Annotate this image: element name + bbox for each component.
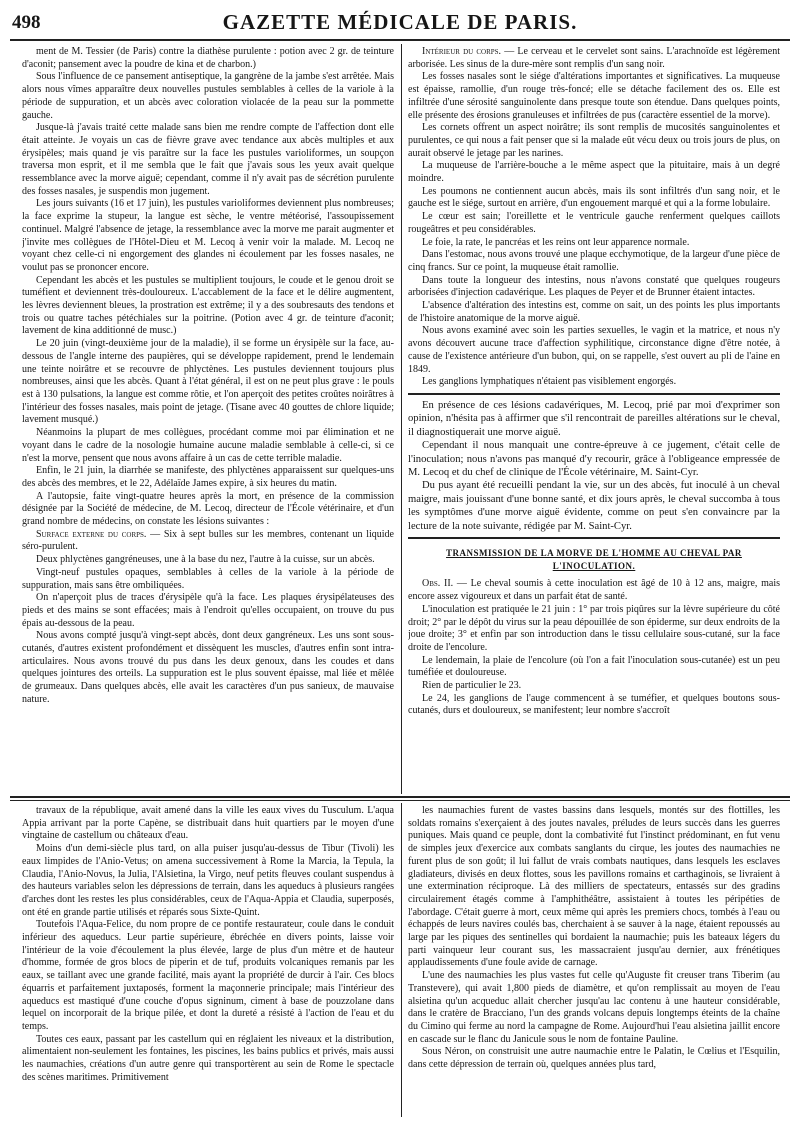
page-header xyxy=(0,0,800,42)
paragraph: Jusque-là j'avais traité cette malade sans bien me rendre compte de l'affection dont elle était atteinte. Je voyais un cas de fièvre grave avec tendance aux abcès multiples et aux érysipèles; mais quand je vis paraître sur la face les pustules varioliformes, un soupçon traversa mon esprit, et il me sembla que le fait que j'avais sous les yeux avait quelque ressemblance avec la morve aiguë; cependant, comme il n'y avait pas de sécrétion purulente des fosses nasales, je suspendis mon jugement. xyxy=(22,122,394,197)
section-heading: TRANSMISSION DE LA MORVE DE L'HOMME AU CHEVAL PAR L'INOCULATION. xyxy=(446,548,742,571)
paragraph: Sous l'influence de ce pansement antiseptique, la gangrène de la jambe s'est arrêtée. Mais alors nous vîmes apparaître deux nouvelles pustules semblables à celles de la variole à la période de suppuration, et un abcès avec coloration violacée de la peau sur la pommette gauche. xyxy=(22,71,394,121)
paragraph: Le lendemain, la plaie de l'encolure (où l'on a fait l'inoculation sous-cutanée) est un peu tuméfiée et douloureuse. xyxy=(408,654,780,679)
paragraph: L'inoculation est pratiquée le 21 juin : 1° par trois piqûres sur la lèvre supérieure du côté droit; 2° par le dépôt du virus sur la peau dépouillée de son épiderme, sur deux endroits de la joue droite; 3° et enfin par son introduction dans le tissu cellulaire sous-cutané, sur la face droite de l'encolure. xyxy=(408,603,780,653)
paragraph: Le 24, les ganglions de l'auge commencent à se tuméfier, et quelques boutons sous-cutanés, durs et douloureux, se manifestent; leur nombre s'accroît xyxy=(408,692,780,717)
paragraph: L'absence d'altération des intestins est, comme on sait, un des points les plus importants de l'histoire anatomique de la morve aiguë. xyxy=(408,300,780,324)
column-divider xyxy=(401,44,402,794)
section-text: — Le cerveau et le cervelet sont sains. L'arachnoïde est légèrement arborisée. Les sinus de la dure-mère sont remplis d'un sang noir. xyxy=(408,46,780,70)
paragraph: Les poumons ne contiennent aucun abcès, mais ils sont infiltrés d'un sang noir, et le gauche est le siége, surtout en arrière, d'un engouement marqué et qui a la forme lobulaire. xyxy=(408,185,780,210)
paragraph: Du pus ayant été recueilli pendant la vie, sur un des abcès, fut inoculé à un cheval maigre, mais jouissant d'une bonne santé, et dix jours après, le cheval succomba à tous les symptômes d'une morve aiguë évidente, comme on peut s'en convaincre par la lecture de la note suivante, rédigée par M. Saint-Cyr. xyxy=(408,480,780,532)
column-divider xyxy=(401,803,402,1117)
paragraph: Toutefois l'Aqua-Felice, du nom propre de ce pontife restaurateur, coule dans le conduit inférieur des aqueducs. Leur partie supérieure, ébréchée en divers points, laisse voir l'intérieur de la voie d'écoulement la plus élevée, large de plus d'un mètre et de hauteur d'homme, formée de gros blocs de piperin et de tuf, produits volcaniques remanis par les eaux, se taillant avec une grande facilité, mais ayant la propriété de durcir à l'air. Ces blocs équarris et parfaitement juxtaposés, forment la maçonnerie principale; mais l'intérieur des aqueducs est mastiqué d'une couche d'opus signinum, ciment à base de pouzzolane dans lequel on incorporait de la brique pilée, et dont la dureté a résisté à l'action de l'eau et du temps. xyxy=(22,919,394,1032)
paragraph: Les ganglions lymphatiques n'étaient pas visiblement engorgés. xyxy=(422,376,677,388)
paragraph: Cependant il nous manquait une contre-épreuve à ce jugement, c'était celle de l'inoculation; nous n'avons pas manqué d'y recourir, grâce à l'obligeance empressée de M. Lecoq et du chef de clinique de l'École vétérinaire, M. Saint-Cyr. xyxy=(408,440,780,479)
paragraph: ment de M. Tessier (de Paris) contre la diathèse purulente : potion avec 2 gr. de teinture d'aconit; pansement avec la poudre de kina et de charbon.) xyxy=(22,46,394,70)
header-rule xyxy=(10,39,790,41)
paragraph: A l'autopsie, faite vingt-quatre heures après la mort, en présence de la commission désignée par la Société de médecine, de M. Lecoq, directeur de l'École vétérinaire, et d'un grand nombre de médecins, on constate les lésions suivantes : xyxy=(22,490,394,528)
paragraph: On n'aperçoit plus de traces d'érysipèle qu'à la face. Les plaques érysipélateuses des pieds et des mains se sont effacées; mais à l'endroit qu'elles occupaient, on trouve du pus épais au-dessous de la peau. xyxy=(22,592,394,629)
paragraph: Enfin, le 21 juin, la diarrhée se manifeste, des phlyctènes apparaissent sur quelques-uns des abcès des membres, et le 22, Adélaïde James expire, à six heures du matin. xyxy=(22,465,394,489)
page-number: 498 xyxy=(12,12,41,33)
paragraph: Vingt-neuf pustules opaques, semblables à celles de la variole à la période de suppuration, mais sans être ombiliquées. xyxy=(22,566,394,591)
boxed-conclusion xyxy=(408,393,780,539)
paragraph: Les fosses nasales sont le siége d'altérations importantes et significatives. La muqueuse est épaisse, ramollie, d'un rouge très-foncé; elle se détache facilement des os. Elle est infiltrée d'une sérosité sanguinolente dans presque toute son étendue. Dans quelques points, elle présente des érosions granuleuses et infiltrées de pus (caractère essentiel de la morve). xyxy=(408,71,780,121)
paragraph: Les cornets offrent un aspect noirâtre; ils sont remplis de mucosités sanguinolentes et purulentes, ce qui nous a fait penser que si la malade eût vécu deux ou trois jours de plus, on aurait observé le jetage par les narines. xyxy=(408,122,780,159)
paragraph: L'une des naumachies les plus vastes fut celle qu'Auguste fit creuser trans Tiberim (au Transtevere), qui avait 1,800 pieds de diamètre, et qu'on remplissait au moyen de l'eau alsietina qu'un acqueduc allait chercher jusqu'au lac contenu à une hauteur considérable, dans le cratère de Bracciano, l'un des grands volcans depuis longtemps éteints de la chaîne du Cimino qui ferme au nord la campagne de Rome. Aujourd'hui l'eau alsietina jaillit encore en cascade sur le flanc du Janicule sous le nom de fontaine Pauline. xyxy=(408,970,780,1045)
observation-label: Obs. II. xyxy=(422,578,454,590)
paragraph: Moins d'un demi-siècle plus tard, on alla puiser jusqu'au-dessus de Tibur (Tivoli) les eaux limpides de l'Anio-Vetus; on amena successivement à Rome la Marcia, la Tepula, la Claudia, l'Anio-Novus, la Julia, l'Alsietina, la Virgo, neuf petits fleuves coulant suspendus à des hauteurs variables selon les dépressions de terrain, dans les aqueducs à plusieurs rangées d'arches dont les restes les plus considérables, ceux de l'Aqua-Appia et Claudia, superposés, ont été en grande partie utilisés et réparés sous Sixte-Quint. xyxy=(22,843,394,918)
feuilleton-rule xyxy=(10,796,790,798)
paragraph: Toutes ces eaux, passant par les castellum qui en réglaient les niveaux et la distribution, alimentaient non-seulement les fontaines, les piscines, les bains publics et privés, mais aussi les naumachies, créations d'un autre genre qui transportèrent au sein de Rome le spectacle des scènes maritimes. Primitivement xyxy=(22,1033,394,1083)
section-text: — Six à sept bulles sur les membres, contenant un liquide séro-purulent. xyxy=(22,528,394,553)
paragraph: Nous avons compté jusqu'à vingt-sept abcès, dont deux gangréneux. Les uns sont sous-cutanés, d'autres existent profondément et dissèquent les muscles, d'autres enfin sont intra-articulaires. Nous avons trouvé du pus dans les deux genoux, dans les coudes et dans quelques jointures des orteils. La suppuration est le plus souvent épaisse, mal liée et mêlée de grumeaux. Dans quelques abcès, elle avait les caractères d'un pus sanieux, de mauvaise nature. xyxy=(22,630,394,705)
paragraph: les naumachies furent de vastes bassins dans lesquels, montés sur des flottilles, les soldats romains s'exerçaient à des joutes navales, préludes de leurs succès dans les guerres puniques. Mais quand ce peuple, dont la combativité fut l'instinct prédominant, en fut venu de simples jeux d'exercice aux combats sanglants du cirque, les joutes des naumachies ne furent plus de son goût; il lui fallut de vrais combats nautiques, dans lesquels les esclaves gladiateurs, divisés en deux flottes, sous les pavillons romains et carthaginois, se livraient à une extermination réciproque. Là des milliers de spectateurs, entassés sur des gradins circulairement étagés comme à l'amphithéâtre, assistaient à toutes les péripéties de l'abordage. C'était guerre à mort, ceux même qui après les premiers chocs, tombés à l'eau ou échappés de leurs navires coulés bas, cherchaient à se sauver à la nage, étaient repoussés au large par les piques des sentinelles qui bordaient la naumachie; puis les bateaux légers du parti vainqueur leur courant sus, les massacraient jusqu'au dernier, aux frénétiques applaudissements d'une foule avide de carnage. xyxy=(408,805,780,969)
paragraph: Sous Néron, on construisit une autre naumachie entre le Palatin, le Cœlius et l'Esquilin, dans cette dépression de terrain où, quelques années plus tard, xyxy=(408,1046,780,1071)
section-paragraph xyxy=(408,46,780,71)
paragraph: Deux phlyctènes gangréneuses, une à la base du nez, l'autre à la cuisse, sur un abcès. xyxy=(36,554,375,566)
feuilleton-rule xyxy=(10,800,790,801)
paragraph: Le foie, la rate, le pancréas et les reins ont leur apparence normale. xyxy=(422,236,690,248)
paragraph: En présence de ces lésions cadavériques, M. Lecoq, prié par moi d'exprimer son opinion, n'hésita pas à affirmer que s'il rencontrait de pareilles altérations sur le cheval, il diagnostiquerait une morve aiguë. xyxy=(408,399,780,438)
paragraph: travaux de la république, avait amené dans la ville les eaux vives du Tusculum. L'aqua Appia arrivant par la porte Capène, se distribuait dans huit quartiers par le moyen d'une vingtaine de castellum ou châteaux d'eau. xyxy=(22,805,394,842)
paragraph: Cependant les abcès et les pustules se multiplient toujours, le coude et le genou droit se tuméfient et deviennent très-douloureux. L'accablement de la face et le délire augmentent, les lèvres deviennent bleues, la prostration est extrême; il y a des soubresauts des tendons et trois ou quatre taches pétéchiales sur la poitrine. (Potion avec 4 gr. de teinture d'aconit; lavement de kina additionné de musc.) xyxy=(22,274,394,337)
paragraph: Les jours suivants (16 et 17 juin), les pustules varioliformes deviennent plus nombreuses; la face exprime la stupeur, la langue est sèche, le ventre météorisé, l'assoupissement continuel. Malgré l'absence de jetage, la ressemblance avec la morve me parait augmenter et j'invite mes collègues de l'Hôtel-Dieu et M. Lecoq à venir voir la malade. M. Lecoq ne voyant chez celle-ci ni engorgement des glandes ni écoulement par les fosses nasales, ne voulut pas se prononcer encore. xyxy=(22,198,394,273)
right-column xyxy=(408,46,780,792)
paragraph: Le 20 juin (vingt-deuxième jour de la maladie), il se forme un érysipèle sur la face, au-dessous de l'angle interne des paupières, qui se développe rapidement, prend le lendemain une teinte noirâtre et se recouvre de phlyctènes. Les pustules deviennent toujours plus nombreuses, ainsi que les abcès. Quant à l'état général, il est on ne peut plus grave : le pouls est à 130 pulsations, la langue est comme rôtie, et l'on aperçoit des petites croûtes noirâtres à l'intérieur des fosses nasales, mais point de jetage. (Tisane avec 40 gouttes de chlore liquide; lavement musqué.) xyxy=(22,338,394,426)
section-paragraph xyxy=(22,529,394,554)
section-label: Intérieur du corps. xyxy=(422,46,502,57)
feuilleton-right-column xyxy=(408,805,780,1117)
paragraph: Néanmoins la plupart de mes collègues, procédant comme moi par élimination et ne voyant dans le cadre de la nosologie humaine aucune maladie semblable à celle-ci, si ce n'est la morve, pensent que nous avons affaire à un cas de cette terrible maladie. xyxy=(22,427,394,464)
journal-title: GAZETTE MÉDICALE DE PARIS. xyxy=(222,10,578,34)
paragraph: Rien de particulier le 23. xyxy=(422,680,522,692)
observation-text: — Le cheval soumis à cette inoculation est âgé de 10 à 12 ans, maigre, mais encore assez vigoureux et dans un parfait état de santé. xyxy=(408,578,780,603)
observation-paragraph xyxy=(408,578,780,603)
paragraph: La muqueuse de l'arrière-bouche a le même aspect que la pituitaire, mais à un degré moindre. xyxy=(408,160,780,185)
feuilleton-left-column xyxy=(22,805,394,1117)
section-label: Surface externe du corps. xyxy=(36,528,147,540)
left-column xyxy=(22,46,394,792)
paragraph: Le cœur est sain; l'oreillette et le ventricule gauche renferment quelques caillots rougeâtres et peu considérables. xyxy=(408,211,780,235)
paragraph: Dans l'estomac, nous avons trouvé une plaque ecchymotique, de la largeur d'une pièce de cinq francs. Sur ce point, la muqueuse était ramollie. xyxy=(408,249,780,273)
paragraph: Dans toute la longueur des intestins, nous n'avons constaté que quelques rougeurs arborisées d'injection cadavérique. Les plaques de Peyer et de Brunner étaient intactes. xyxy=(408,274,780,299)
paragraph: Nous avons examiné avec soin les parties sexuelles, le vagin et la matrice, et nous n'y avons découvert aucune trace d'affection syphilitique, circonstance digne d'être notée, à cause de l'existence antérieure d'un bubon, qui, on se rappelle, s'est ouvert au pli de l'aine en 1849. xyxy=(408,325,780,375)
